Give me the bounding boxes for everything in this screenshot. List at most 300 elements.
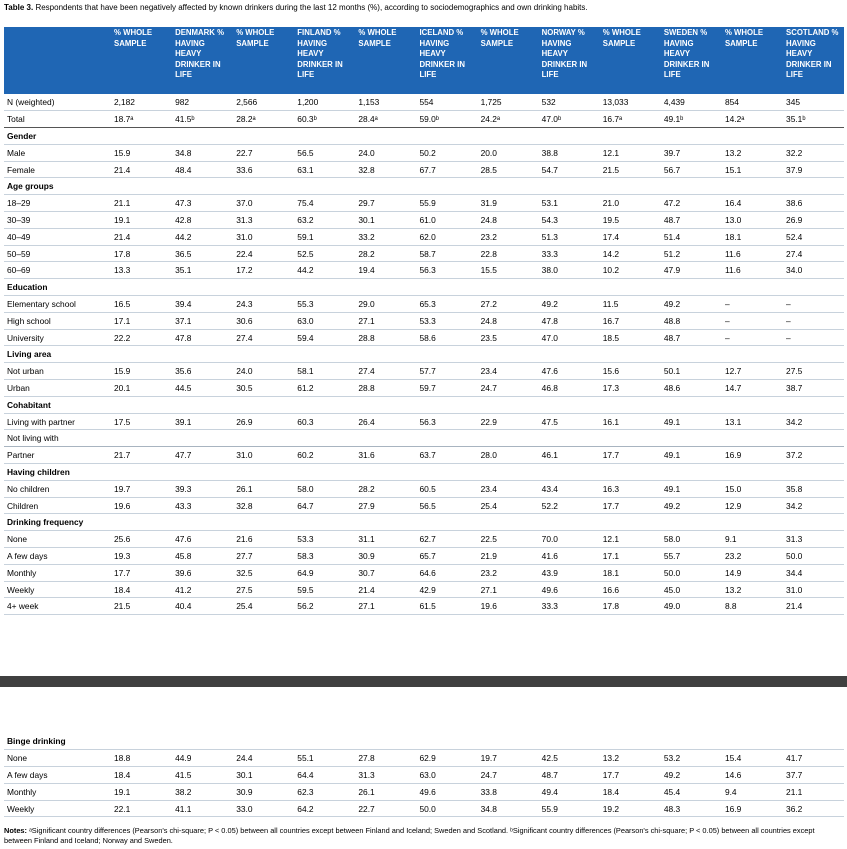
row-label: High school <box>7 315 51 326</box>
table-cell: 11.5 <box>602 298 619 309</box>
table-cell: 47.5 <box>541 416 558 427</box>
table-cell: 26.9 <box>236 416 253 427</box>
table-cell: 58.1 <box>297 366 314 377</box>
table-cell: 58.0 <box>297 483 314 494</box>
table-cell: 854 <box>724 97 739 108</box>
table-cell: 27.1 <box>358 315 375 326</box>
table-cell: 49.2 <box>541 298 558 309</box>
table-cell <box>233 430 294 447</box>
table-cell <box>600 430 661 447</box>
table-cell: 54.3 <box>541 214 558 225</box>
table-cell: 32.8 <box>236 500 253 511</box>
table-cell: 25.6 <box>114 534 131 545</box>
table-cell: 24.7 <box>480 769 497 780</box>
column-header: % WHOLE SAMPLE <box>355 27 416 94</box>
table-cell: 59.0ᵇ <box>419 114 439 125</box>
table-cell: – <box>724 298 730 309</box>
table-cell: 56.7 <box>663 164 681 175</box>
table-cell: 39.6 <box>175 567 192 578</box>
row-label: Monthly <box>7 567 37 578</box>
table-cell: 18.1 <box>602 567 620 578</box>
table-cell: 21.1 <box>786 786 803 797</box>
table-cell: 63.7 <box>419 450 436 461</box>
row-label: Not living with <box>7 433 59 444</box>
table-cell: 17.1 <box>114 315 131 326</box>
table-cell: 21.5 <box>602 164 620 175</box>
table-cell: 27.7 <box>236 550 253 561</box>
table-cell: 13.2 <box>724 584 742 595</box>
table-cell: 532 <box>541 97 556 108</box>
table-cell: 25.4 <box>480 500 497 511</box>
table-row <box>4 480 844 497</box>
table-cell: 49.1 <box>663 416 681 427</box>
table-cell: 63.0 <box>297 315 314 326</box>
table-cell: 28.4ᵃ <box>358 114 378 125</box>
table-cell: 60.5 <box>419 483 436 494</box>
table-cell: 2,182 <box>114 97 135 108</box>
row-label: Total <box>7 114 25 125</box>
table-cell: 45.8 <box>175 550 192 561</box>
section-label: Gender <box>7 130 37 141</box>
table-cell: 49.2 <box>663 769 681 780</box>
table-cell: 16.1 <box>602 416 620 427</box>
table-cell: 44.5 <box>175 382 192 393</box>
table-cell: 19.4 <box>358 265 375 276</box>
table-cell: 43.3 <box>175 500 192 511</box>
table-cell: 345 <box>786 97 801 108</box>
table-cell: 12.7 <box>724 366 742 377</box>
table-cell: 1,725 <box>480 97 502 108</box>
notes-label: Notes: <box>4 826 27 835</box>
table-cell: 46.8 <box>541 382 558 393</box>
table-cell: 47.2 <box>663 198 681 209</box>
table-cell: 59.5 <box>297 584 314 595</box>
table-cell: 37.9 <box>786 164 803 175</box>
table-cell: 17.7 <box>602 500 620 511</box>
section-label: Education <box>7 282 48 293</box>
table-cell <box>661 430 722 447</box>
table-cell: 28.2 <box>358 483 375 494</box>
table-cell: 49.2 <box>663 500 681 511</box>
table-cell: 51.2 <box>663 248 681 259</box>
results-table-continued <box>4 733 844 817</box>
table-cell: 15.6 <box>602 366 620 377</box>
table-cell: 28.2 <box>358 248 375 259</box>
table-cell: 38.6 <box>786 198 803 209</box>
table-cell: 33.8 <box>480 786 497 797</box>
section-row <box>4 128 844 145</box>
table-cell: 27.1 <box>480 584 497 595</box>
table-cell: 50.0 <box>786 550 803 561</box>
table-row <box>4 228 844 245</box>
row-label: Male <box>7 147 26 158</box>
table-cell: 51.4 <box>663 231 681 242</box>
table-cell: 58.3 <box>297 550 314 561</box>
table-cell: 2,566 <box>236 97 258 108</box>
table-cell: 24.8 <box>480 315 497 326</box>
table-cell: 50.0 <box>419 803 436 814</box>
table-cell: 28.0 <box>480 450 497 461</box>
table-cell: 65.3 <box>419 298 436 309</box>
table-cell: 17.2 <box>236 265 253 276</box>
table-cell: 21.1 <box>114 198 131 209</box>
table-cell: 21.0 <box>602 198 620 209</box>
table-cell: 48.6 <box>663 382 681 393</box>
column-header: % WHOLE SAMPLE <box>722 27 783 94</box>
table-cell: 19.5 <box>602 214 620 225</box>
table-cell: 15.9 <box>114 366 131 377</box>
table-cell: 19.6 <box>114 500 131 511</box>
table-cell: 18.5 <box>602 332 620 343</box>
table-cell: 19.6 <box>480 601 497 612</box>
column-header: DENMARK % HAVING HEAVY DRINKER IN LIFE <box>172 27 233 94</box>
table-cell: 38.2 <box>175 786 192 797</box>
table-cell: 15.4 <box>724 753 742 764</box>
row-label: 50–59 <box>7 248 31 259</box>
table-cell: 21.4 <box>358 584 375 595</box>
table-cell: 21.4 <box>114 231 131 242</box>
table-cell: 13.3 <box>114 265 131 276</box>
table-cell: 45.4 <box>663 786 681 797</box>
table-cell <box>294 430 355 447</box>
row-label: Monthly <box>7 786 37 797</box>
row-label: No children <box>7 483 50 494</box>
results-table <box>4 27 844 615</box>
table-cell: 40.4 <box>175 601 192 612</box>
table-cell: 27.5 <box>786 366 803 377</box>
table-cell: 12.1 <box>602 534 620 545</box>
section-label: Cohabitant <box>7 399 51 410</box>
table-cell: 22.5 <box>480 534 497 545</box>
table-cell: 23.5 <box>480 332 497 343</box>
table-cell: 4,439 <box>663 97 685 108</box>
table-cell: 27.2 <box>480 298 497 309</box>
table-cell: 29.0 <box>358 298 375 309</box>
table-cell: 17.7 <box>602 769 620 780</box>
table-row <box>4 750 844 767</box>
table-cell: 27.8 <box>358 753 375 764</box>
table-cell: 9.4 <box>724 786 737 797</box>
table-cell: 49.1 <box>663 483 681 494</box>
table-cell: 41.5ᵇ <box>175 114 195 125</box>
table-cell: 31.6 <box>358 450 375 461</box>
table-cell: 24.2ᵃ <box>480 114 500 125</box>
row-label: 40–49 <box>7 231 31 242</box>
table-cell: 55.3 <box>297 298 314 309</box>
table-cell: 30.7 <box>358 567 375 578</box>
notes-text: ᵃSignificant country differences (Pearson's chi-square; P < 0.05) between all countries except between Finland and Iceland; Sweden and Scotland. ᵇSignificant country differences (Pearson's chi-square; P < 0.05) between all countries except between Finland and Iceland; Norway and Sweden. <box>4 826 815 845</box>
row-label: Living with partner <box>7 416 75 427</box>
table-cell: 34.2 <box>786 416 803 427</box>
table-cell: 62.3 <box>297 786 314 797</box>
table-cell <box>478 430 539 447</box>
table-cell: 21.9 <box>480 550 497 561</box>
table-cell <box>355 430 416 447</box>
section-row <box>4 178 844 195</box>
table-row <box>4 312 844 329</box>
table-cell: 53.1 <box>541 198 558 209</box>
table-cell: 52.5 <box>297 248 314 259</box>
table-cell: 33.2 <box>358 231 375 242</box>
table-cell: 34.2 <box>786 500 803 511</box>
table-cell: 23.2 <box>480 231 497 242</box>
table-cell: 37.0 <box>236 198 253 209</box>
row-label: None <box>7 753 28 764</box>
table-cell: 17.7 <box>114 567 131 578</box>
table-cell <box>172 430 233 447</box>
column-header: % WHOLE SAMPLE <box>478 27 539 94</box>
table-cell: 44.2 <box>175 231 192 242</box>
header-row <box>4 27 844 94</box>
table-body-continued <box>4 733 844 817</box>
table-cell: 34.0 <box>786 265 803 276</box>
table-cell: 48.7 <box>663 332 681 343</box>
table-cell: 27.4 <box>358 366 375 377</box>
column-header: % WHOLE SAMPLE <box>111 27 172 94</box>
table-cell: 23.4 <box>480 483 497 494</box>
table-cell: 63.2 <box>297 214 314 225</box>
table-cell: 16.6 <box>602 584 620 595</box>
table-cell: 49.1ᵇ <box>663 114 684 125</box>
table-cell: 60.3ᵇ <box>297 114 317 125</box>
table-cell: 13,033 <box>602 97 629 108</box>
table-cell: 48.8 <box>663 315 681 326</box>
table-cell: 26.4 <box>358 416 375 427</box>
table-cell: 31.3 <box>236 214 253 225</box>
table-cell: 62.7 <box>419 534 436 545</box>
table-cell: 22.7 <box>236 147 253 158</box>
caption-label: Table 3. <box>4 3 34 12</box>
table-row <box>4 245 844 262</box>
table-row <box>4 329 844 346</box>
table-cell: 36.2 <box>786 803 803 814</box>
section-row <box>4 346 844 363</box>
table-cell: 11.6 <box>724 248 741 259</box>
table-cell: 15.1 <box>724 164 742 175</box>
table-cell: 30.1 <box>236 769 253 780</box>
table-row <box>4 767 844 784</box>
table-cell: 1,200 <box>297 97 319 108</box>
table-cell: 39.7 <box>663 147 681 158</box>
table-cell: 41.2 <box>175 584 192 595</box>
table-row <box>4 783 844 800</box>
row-label: 18–29 <box>7 198 31 209</box>
table-cell: 38.7 <box>786 382 803 393</box>
caption-text: Respondents that have been negatively affected by known drinkers during the last 12 months (%), according to sociodemographics and own drinking habits. <box>35 3 588 12</box>
table-cell: 14.9 <box>724 567 742 578</box>
table-cell: 31.0 <box>236 450 253 461</box>
table-cell: 58.0 <box>663 534 681 545</box>
table-row <box>4 581 844 598</box>
table-cell: 32.2 <box>786 147 803 158</box>
table-cell: 8.8 <box>724 601 737 612</box>
column-header: SCOTLAND % HAVING HEAVY DRINKER IN LIFE <box>783 27 844 94</box>
table-cell: 19.1 <box>114 786 131 797</box>
table-caption <box>4 3 588 12</box>
table-cell: 25.4 <box>236 601 253 612</box>
table-cell: 64.9 <box>297 567 314 578</box>
table-cell: 28.8 <box>358 382 375 393</box>
table-cell: 31.3 <box>358 769 375 780</box>
table-cell: 60.3 <box>297 416 314 427</box>
table-cell: 55.7 <box>663 550 681 561</box>
table-notes <box>4 826 842 845</box>
row-label: Partner <box>7 450 35 461</box>
table-cell: 12.9 <box>724 500 742 511</box>
table-cell: 42.5 <box>541 753 558 764</box>
table-cell: 47.7 <box>175 450 192 461</box>
table-cell: 44.9 <box>175 753 192 764</box>
table-cell: 50.1 <box>663 366 681 377</box>
row-label: Urban <box>7 382 30 393</box>
section-row <box>4 733 844 750</box>
table-cell: 32.8 <box>358 164 375 175</box>
table-cell: 27.9 <box>358 500 375 511</box>
section-label: Binge drinking <box>7 736 66 747</box>
table-cell: 18.4 <box>114 584 131 595</box>
table-cell: – <box>724 315 730 326</box>
header-cell-empty <box>4 27 111 94</box>
table-cell: 43.9 <box>541 567 558 578</box>
row-label: N (weighted) <box>7 97 55 108</box>
table-cell: 59.4 <box>297 332 314 343</box>
table-cell: 13.0 <box>724 214 742 225</box>
table-cell: 51.3 <box>541 231 558 242</box>
table-cell: 58.7 <box>419 248 436 259</box>
table-cell: 34.4 <box>786 567 803 578</box>
table-cell: 49.6 <box>419 786 436 797</box>
table-cell: 62.9 <box>419 753 436 764</box>
table-row <box>4 380 844 397</box>
table-cell: 21.4 <box>114 164 131 175</box>
table-cell: 23.4 <box>480 366 497 377</box>
table-cell: 52.2 <box>541 500 558 511</box>
table-cell: 21.5 <box>114 601 131 612</box>
section-row <box>4 464 844 481</box>
table-row <box>4 800 844 817</box>
table-cell: 30.9 <box>236 786 253 797</box>
table-cell: 15.9 <box>114 147 131 158</box>
table-row <box>4 111 844 128</box>
table-cell: 23.2 <box>480 567 497 578</box>
table-cell: 64.2 <box>297 803 314 814</box>
table-cell: 16.5 <box>114 298 131 309</box>
table-cell: 47.6 <box>541 366 558 377</box>
table-row <box>4 447 844 464</box>
table-row <box>4 548 844 565</box>
table-cell: 22.9 <box>480 416 497 427</box>
table-row <box>4 531 844 548</box>
table-cell <box>111 430 172 447</box>
table-cell: 56.5 <box>297 147 314 158</box>
table-cell: 54.7 <box>541 164 558 175</box>
table-row <box>4 94 844 111</box>
table-cell: 14.2 <box>602 248 620 259</box>
table-cell: 30.5 <box>236 382 253 393</box>
table-cell: 16.7 <box>602 315 620 326</box>
table-row <box>4 430 844 447</box>
table-cell: 49.0 <box>663 601 681 612</box>
table-cell: 53.3 <box>419 315 436 326</box>
table-cell: 39.3 <box>175 483 192 494</box>
table-cell: 1,153 <box>358 97 380 108</box>
table-cell: 75.4 <box>297 198 314 209</box>
table-cell: 59.7 <box>419 382 436 393</box>
table-cell: 14.2ᵃ <box>724 114 745 125</box>
table-cell: 58.6 <box>419 332 436 343</box>
table-cell: 13.2 <box>724 147 742 158</box>
table-cell: 33.3 <box>541 248 558 259</box>
section-row <box>4 514 844 531</box>
table-cell: 31.0 <box>236 231 253 242</box>
table-cell: 47.8 <box>541 315 558 326</box>
table-row <box>4 262 844 279</box>
row-label: 4+ week <box>7 601 39 612</box>
table-cell: 52.4 <box>786 231 803 242</box>
table-cell: 24.0 <box>358 147 375 158</box>
table-cell: 15.5 <box>480 265 497 276</box>
table-cell: 48.7 <box>663 214 681 225</box>
table-cell: 38.0 <box>541 265 558 276</box>
table-cell: 24.7 <box>480 382 497 393</box>
table-cell: 37.1 <box>175 315 192 326</box>
row-label: 60–69 <box>7 265 31 276</box>
table-cell: 45.0 <box>663 584 681 595</box>
table-cell: 16.3 <box>602 483 620 494</box>
table-cell: 28.2ᵃ <box>236 114 256 125</box>
table-cell: 21.7 <box>114 450 131 461</box>
section-label: Age groups <box>7 181 54 192</box>
table-cell: 13.2 <box>602 753 620 764</box>
table-cell: 982 <box>175 97 190 108</box>
table-cell: – <box>786 298 791 309</box>
table-cell: 39.1 <box>175 416 192 427</box>
row-label: Elementary school <box>7 298 76 309</box>
table-cell: 24.3 <box>236 298 253 309</box>
table-cell <box>539 430 600 447</box>
table-cell: 21.4 <box>786 601 803 612</box>
table-cell: 61.2 <box>297 382 314 393</box>
section-label: Living area <box>7 349 52 360</box>
table-cell: 24.4 <box>236 753 253 764</box>
table-cell: 37.7 <box>786 769 803 780</box>
table-cell: 57.7 <box>419 366 436 377</box>
table-cell: 41.6 <box>541 550 558 561</box>
row-label: Female <box>7 164 35 175</box>
table-cell: 60.2 <box>297 450 314 461</box>
table-cell: 15.0 <box>724 483 742 494</box>
table-cell: 55.1 <box>297 753 314 764</box>
page-break-bar <box>0 676 847 687</box>
table-cell: 53.3 <box>297 534 314 545</box>
table-cell: 61.0 <box>419 214 436 225</box>
table-cell: 41.7 <box>786 753 803 764</box>
table-cell: 30.6 <box>236 315 253 326</box>
table-cell: 27.4 <box>236 332 253 343</box>
table-cell: 67.7 <box>419 164 436 175</box>
table-cell: 63.1 <box>297 164 314 175</box>
table-row <box>4 598 844 615</box>
table-cell: 31.0 <box>786 584 803 595</box>
table-cell: 28.5 <box>480 164 497 175</box>
row-label: None <box>7 534 28 545</box>
table-cell: 14.7 <box>724 382 742 393</box>
table-cell: 30.1 <box>358 214 375 225</box>
table-cell: 64.7 <box>297 500 314 511</box>
row-label: Children <box>7 500 39 511</box>
table-cell: 56.2 <box>297 601 314 612</box>
table-cell: 19.7 <box>480 753 497 764</box>
